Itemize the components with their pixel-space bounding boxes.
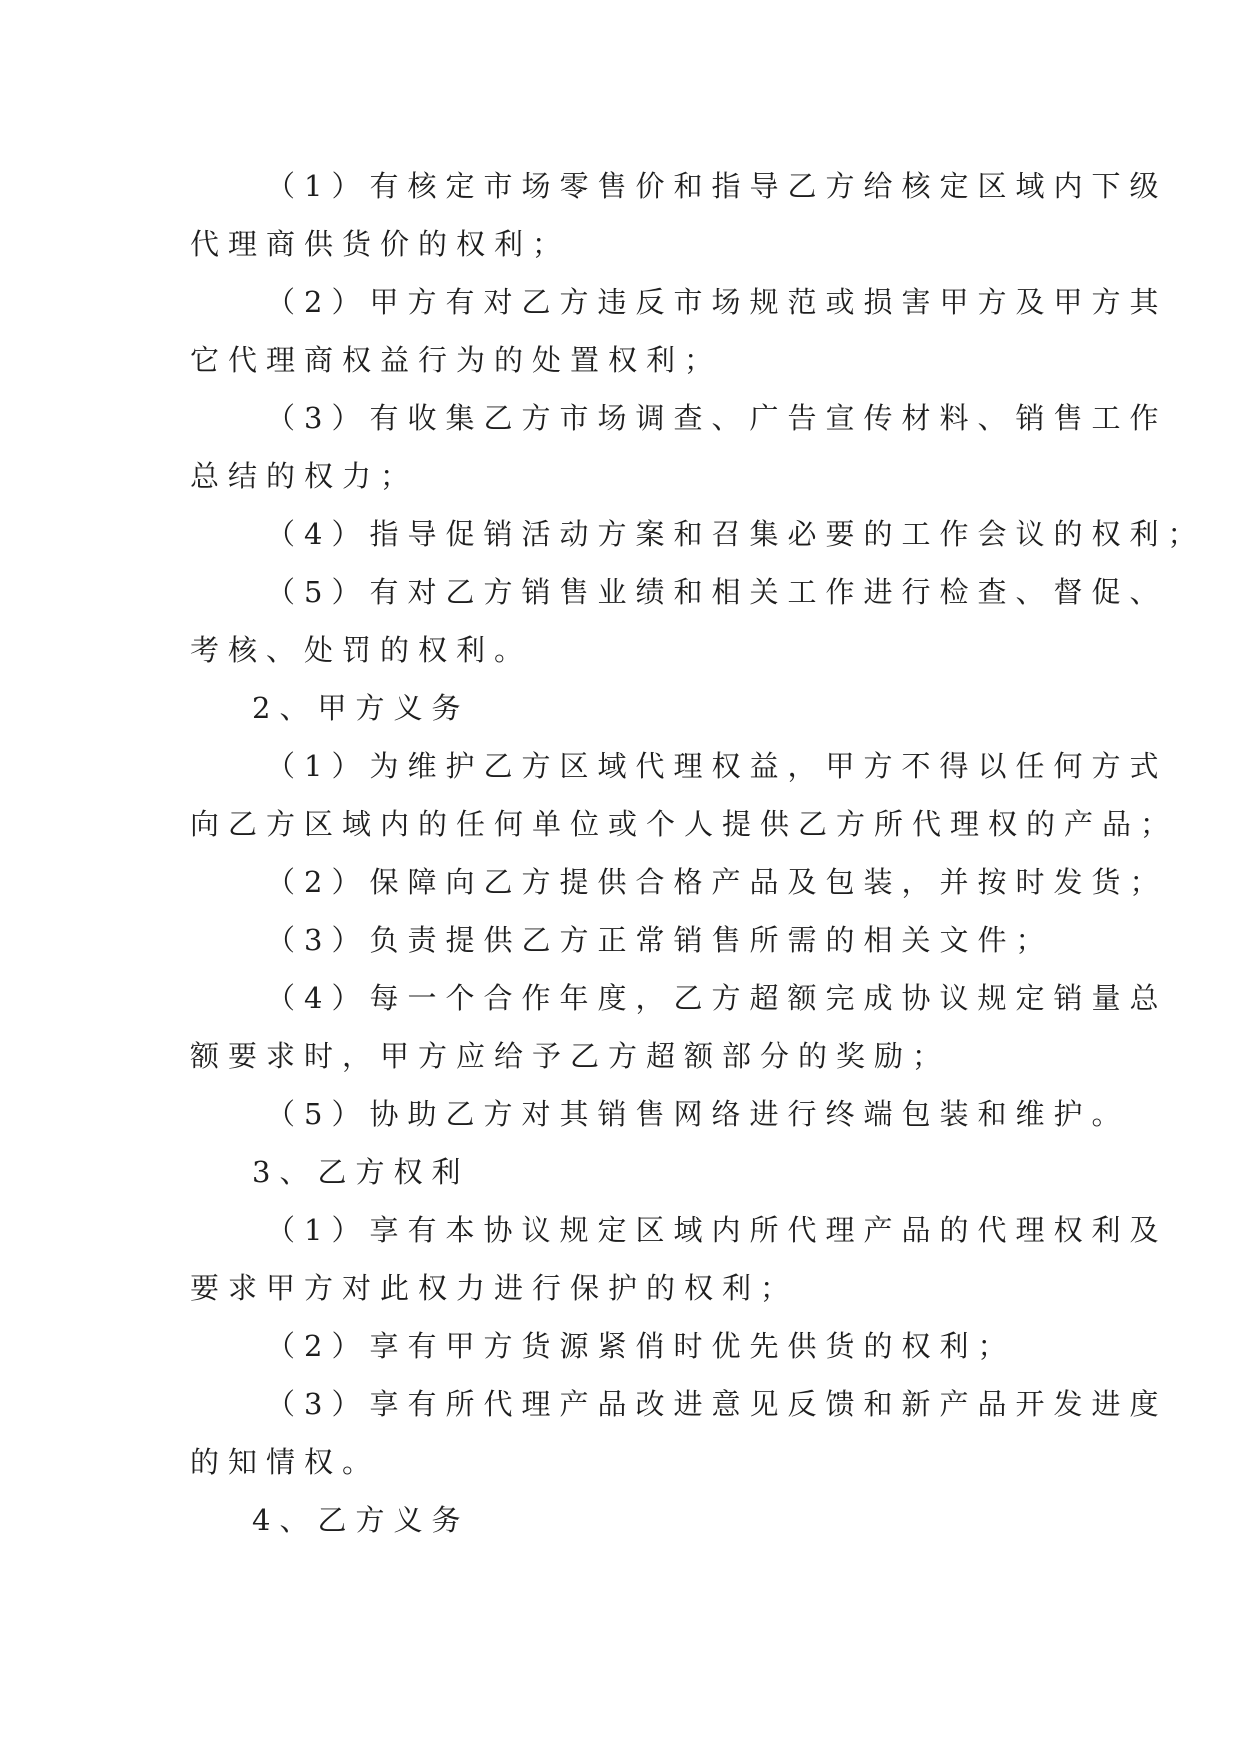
paragraph-line: （2）甲方有对乙方违反市场规范或损害甲方及甲方其 [266,285,1168,319]
paragraph-line: （2）享有甲方货源紧俏时优先供货的权利； [266,1329,1016,1363]
paragraph-line: 额要求时，甲方应给予乙方超额部分的奖励； [190,1039,951,1073]
paragraph-line: 代理商供货价的权利； [190,227,571,261]
paragraph-line: （5）协助乙方对其销售网络进行终端包装和维护。 [266,1097,1130,1131]
section-heading: 4、乙方义务 [252,1503,470,1537]
paragraph-line: 向乙方区域内的任何单位或个人提供乙方所代理权的产品； [190,807,1179,841]
paragraph-line: 要求甲方对此权力进行保护的权利； [190,1271,799,1305]
paragraph-line: （3）享有所代理产品改进意见反馈和新产品开发进度 [266,1387,1168,1421]
paragraph-line: （3）有收集乙方市场调查、广告宣传材料、销售工作 [266,401,1168,435]
paragraph-line: 总结的权力； [190,459,419,493]
paragraph-line: （4）指导促销活动方案和召集必要的工作会议的权利； [266,517,1206,551]
section-heading: 2、甲方义务 [252,691,470,725]
paragraph-line: （1）有核定市场零售价和指导乙方给核定区域内下级 [266,169,1168,203]
paragraph-line: （1）为维护乙方区域代理权益，甲方不得以任何方式 [266,749,1168,783]
paragraph-line: （3）负责提供乙方正常销售所需的相关文件； [266,923,1054,957]
paragraph-line: 它代理商权益行为的处置权利； [190,343,723,377]
paragraph-line: （2）保障向乙方提供合格产品及包装，并按时发货； [266,865,1168,899]
paragraph-line: 考核、处罚的权利。 [190,633,533,667]
section-heading: 3、乙方权利 [252,1155,470,1189]
paragraph-line: （1）享有本协议规定区域内所代理产品的代理权利及 [266,1213,1168,1247]
paragraph-line: 的知情权。 [190,1445,381,1479]
paragraph-line: （4）每一个合作年度，乙方超额完成协议规定销量总 [266,981,1168,1015]
paragraph-line: （5）有对乙方销售业绩和相关工作进行检查、督促、 [266,575,1168,609]
